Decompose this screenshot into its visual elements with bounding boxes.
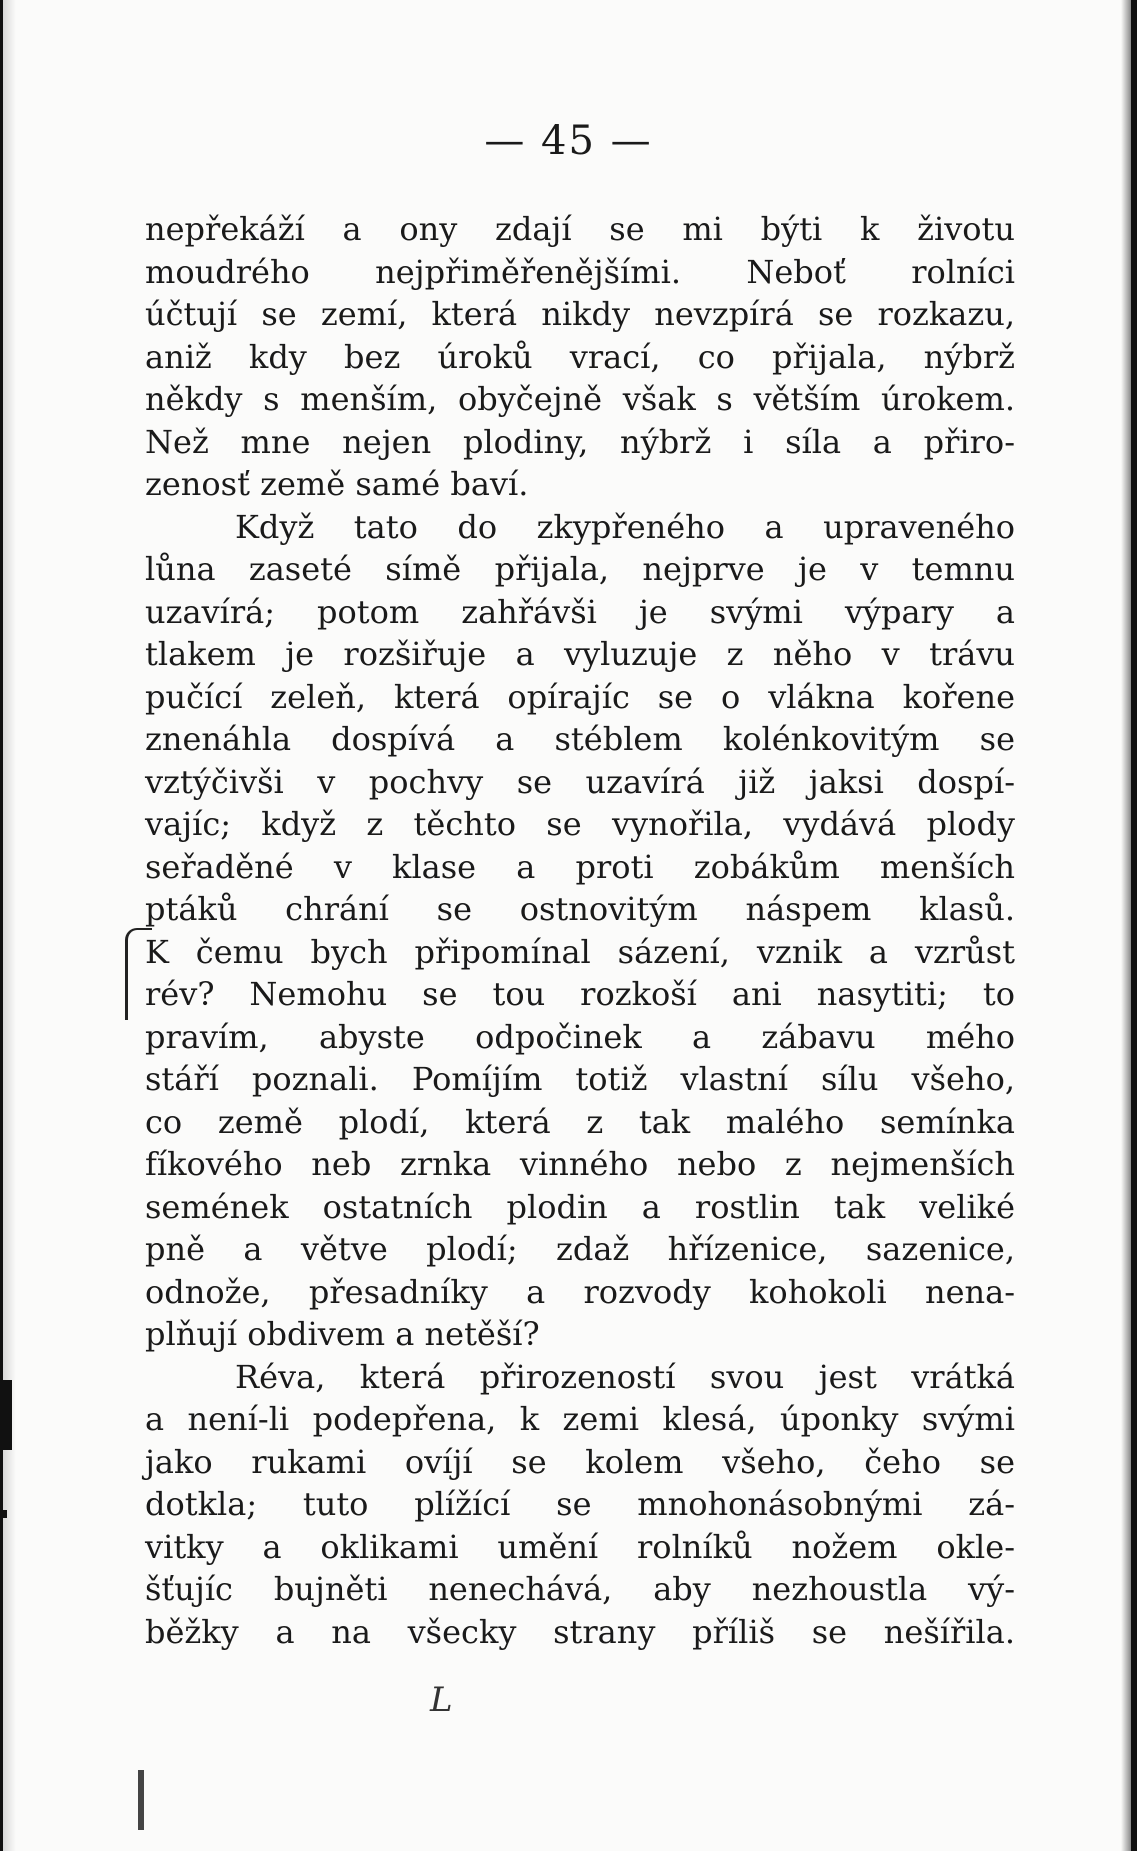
text-line: odnože, přesadníky a rozvody kohokoli nena- bbox=[145, 1272, 1015, 1311]
text-line: vajíc; když z těchto se vynořila, vydává plody bbox=[145, 805, 1015, 843]
text-line: nepřekáží a ony zdají se mi býti k životu bbox=[145, 210, 1015, 248]
text-line: tlakem je rozšiřuje a vyluzuje z něho v trávu bbox=[145, 635, 1015, 673]
text-line: pravím, abyste odpočinek a zábavu mého bbox=[145, 1017, 1015, 1056]
text-line: lůna zaseté símě přijala, nejprve je v temnu bbox=[145, 550, 1015, 588]
page-edge-right bbox=[1121, 0, 1137, 1851]
text-line: seřaděné v klase a proti zobákům menších bbox=[145, 847, 1015, 886]
text-line: pně a větve plodí; zdaž hřízenice, sazenice, bbox=[145, 1230, 1015, 1268]
text-line: běžky a na všecky strany příliš se nešířila. bbox=[145, 1612, 1015, 1651]
text-line: rév? Nemohu se tou rozkoší ani nasytiti; to bbox=[145, 975, 1015, 1013]
paragraph-start-line: Když tato do zkypřeného a upraveného bbox=[235, 507, 1015, 546]
binding-stitch-mark bbox=[138, 1770, 144, 1830]
text-line: vitky a oklikami umění rolníků nožem okle- bbox=[145, 1527, 1015, 1566]
text-line: moudrého nejpřiměřenějšími. Neboť rolníci bbox=[145, 252, 1015, 291]
text-line: šťujíc bujněti nenechává, aby nezhoustla vý- bbox=[145, 1570, 1015, 1608]
page-number: — 45 — bbox=[484, 118, 653, 164]
text-line: fíkového neb zrnka vinného nebo z nejmenších bbox=[145, 1145, 1015, 1183]
text-line: stáří poznali. Pomíjím totiž vlastní sílu všeho, bbox=[145, 1060, 1015, 1098]
page-edge-left bbox=[0, 0, 16, 1851]
text-line: plňují obdivem a netěší? bbox=[145, 1315, 540, 1353]
binding-mark bbox=[2, 1510, 7, 1518]
bottom-pencil-mark: L bbox=[430, 1680, 453, 1720]
text-line: vztýčivši v pochvy se uzavírá již jaksi dospí- bbox=[145, 762, 1015, 801]
text-line: Než mne nejen plodiny, nýbrž i síla a přiro- bbox=[145, 422, 1015, 461]
text-line: semének ostatních plodin a rostlin tak veliké bbox=[145, 1187, 1015, 1226]
text-line: ptáků chrání se ostnovitým náspem klasů. bbox=[145, 890, 1015, 928]
text-line: znenáhla dospívá a stéblem kolénkovitým se bbox=[145, 720, 1015, 758]
text-line: jako rukami ovíjí se kolem všeho, čeho se bbox=[145, 1442, 1015, 1481]
text-line: uzavírá; potom zahřávši je svými výpary a bbox=[145, 592, 1015, 631]
paragraph-start-line: Réva, která přirozeností svou jest vrátká bbox=[235, 1357, 1015, 1396]
body-text bbox=[145, 208, 1015, 1653]
text-line: pučící zeleň, která opírajíc se o vlákna kořene bbox=[145, 677, 1015, 716]
text-line: dotkla; tuto plížící se mnohonásobnými zá- bbox=[145, 1485, 1015, 1523]
text-line: aniž kdy bez úroků vrací, co přijala, nýbrž bbox=[145, 337, 1015, 376]
text-line: účtují se zemí, která nikdy nevzpírá se rozkazu, bbox=[145, 295, 1015, 333]
text-line: zenosť země samé baví. bbox=[145, 465, 529, 503]
text-line: co země plodí, která z tak malého semínka bbox=[145, 1102, 1015, 1141]
text-line: K čemu bych připomínal sázení, vznik a vzrůst bbox=[145, 932, 1015, 971]
text-line: a není-li podepřena, k zemi klesá, úponky svými bbox=[145, 1400, 1015, 1438]
text-line: někdy s menším, obyčejně však s větším úrokem. bbox=[145, 380, 1015, 418]
binding-mark bbox=[2, 1380, 12, 1450]
